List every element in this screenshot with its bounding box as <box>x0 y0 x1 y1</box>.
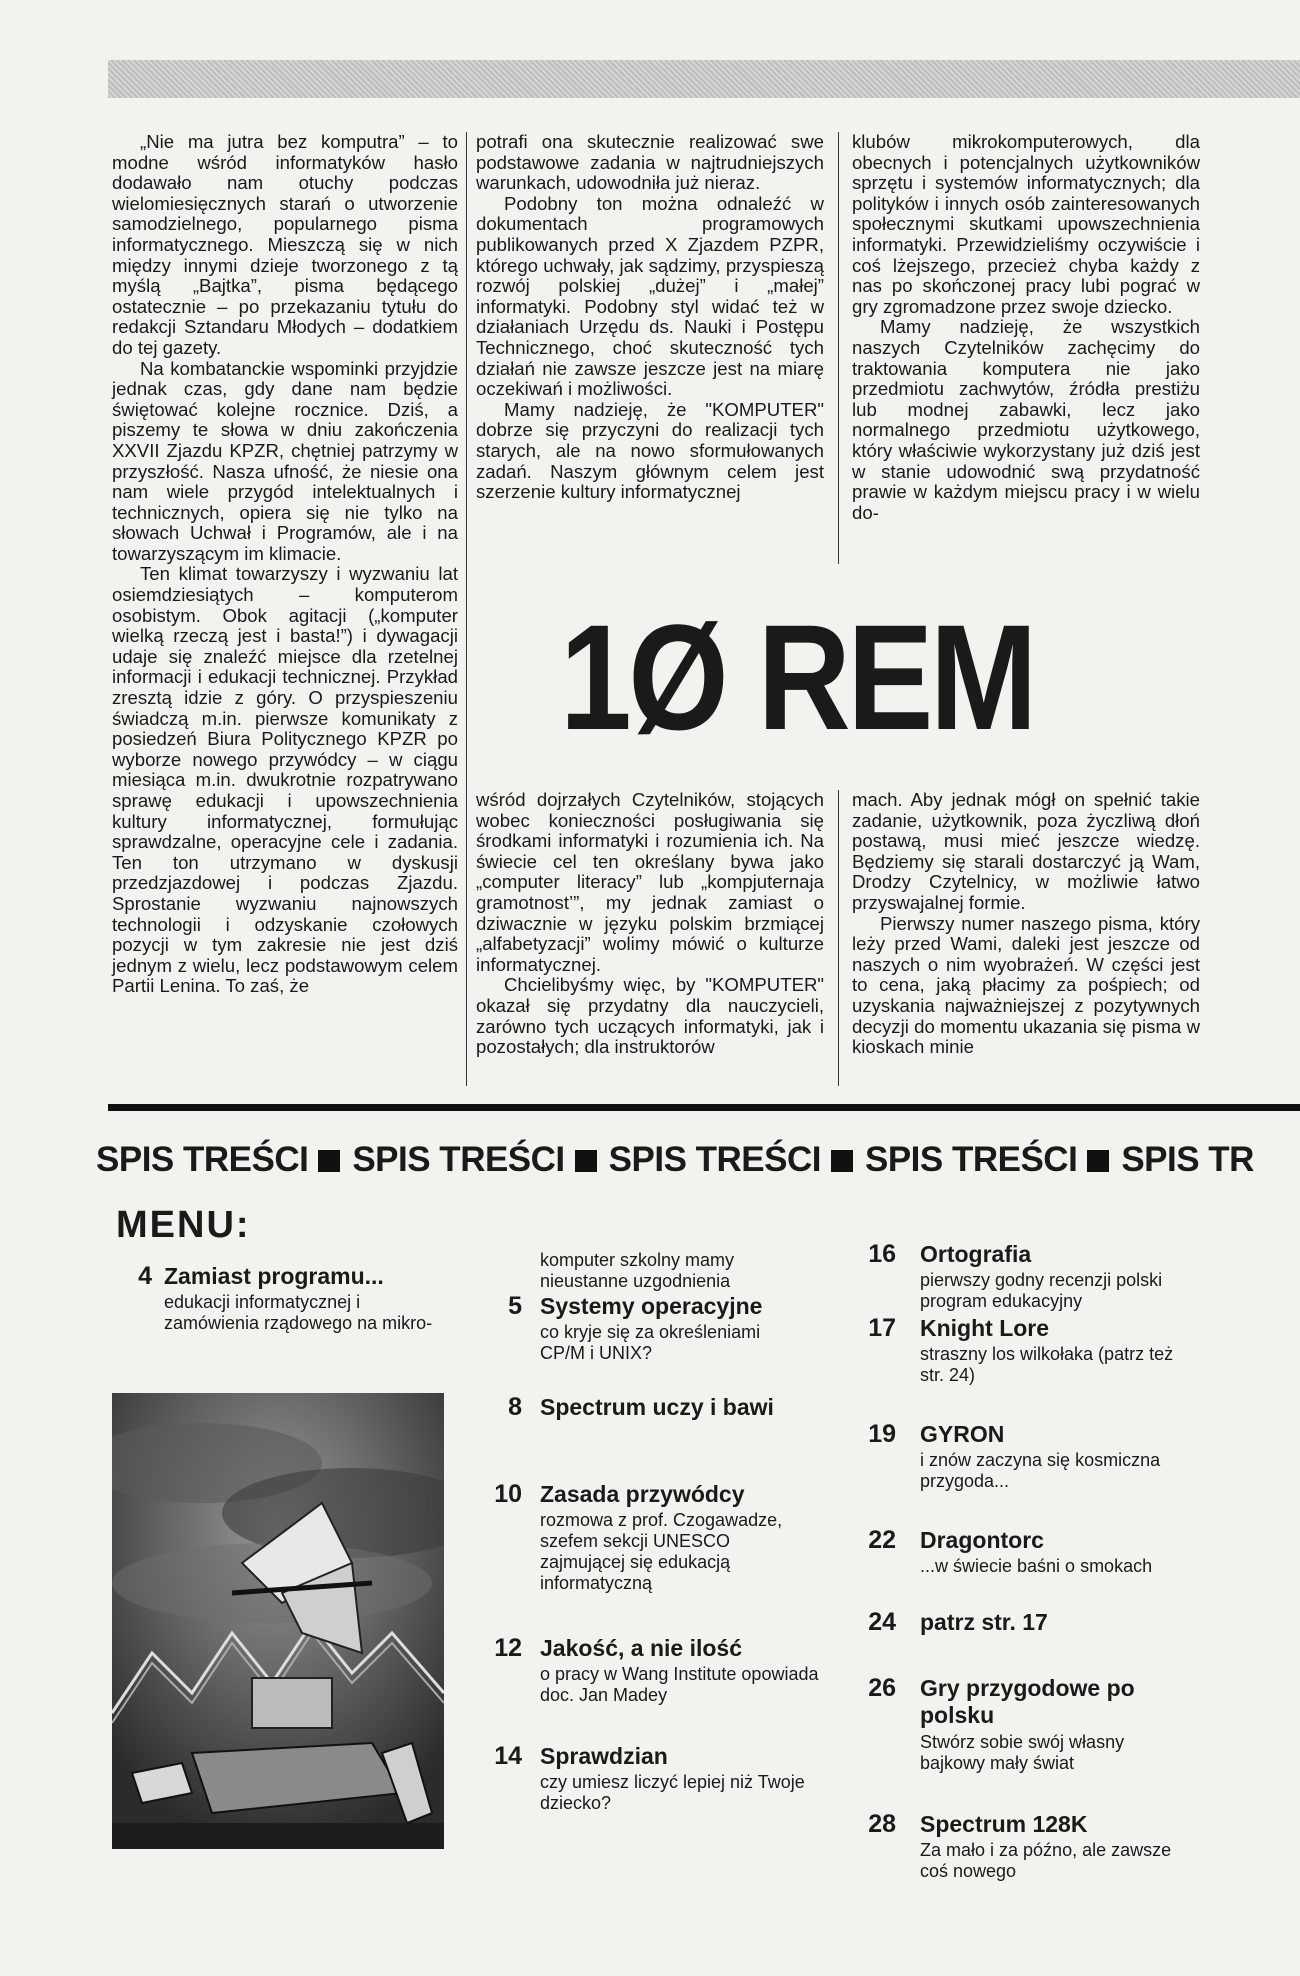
toc-page-number: 26 <box>868 1674 896 1702</box>
article-column-2-bottom <box>476 790 824 1058</box>
toc-entry[interactable] <box>462 1393 822 1453</box>
toc-page-number: 16 <box>868 1240 896 1268</box>
toc-title: Knight Lore <box>920 1315 1050 1341</box>
toc-title: Systemy operacyjne <box>540 1293 763 1319</box>
toc-page-number: 28 <box>868 1810 896 1838</box>
square-bullet-icon <box>1087 1150 1109 1172</box>
toc-banner-text: SPIS TREŚCI <box>608 1140 821 1179</box>
toc-title: Gry przygodowe po polsku <box>920 1675 1135 1728</box>
toc-page-number: 24 <box>868 1608 896 1636</box>
toc-page-number: 4 <box>138 1262 152 1290</box>
paragraph: Podobny ton można odnaleźć w dokumentach programowych publikowanych przed X Zjazdem PZPR, którego uchwały, jak sądzimy, przyspieszą rozwój polskiej „dużej” i „małej” informatyki. Podobny styl widać też w działaniach Urzędu ds. Nauki i Postępu Technicznego, choć skuteczność tych działań nie zawsze jeszcze jest na miarę oczekiwań i możliwości. <box>476 192 824 400</box>
article-column-3-top <box>852 132 1200 523</box>
paragraph: Ten klimat towarzyszy i wyzwaniu lat osiemdziesiątych – komputerom osobistym. Obok agitacji („komputer wielką rzeczą jest i basta!”) i dywagacji udaje się znaleźć miejsce dla rzetelnej informacji i edukacji technicznej. Przykład zresztą idzie z góry. O przyspieszeniu świadczą m.in. pierwsze komunikaty z posiedzeń Biura Politycznego KPZR po wyborze nowego przywódcy – w ciągu miesiąca m.in. dwukrotnie rozpatrywano sprawę edukacji i upowszechnienia kultury informatycznej, formułując sprawdzalne, operacyjne cele i zadania. Ten ton utrzymano w dyskusji przedzjazdowej i podczas Zjazdu. Sprostanie wyzwaniu najnowszych technologii i odzyskanie czołowych pozycji w tym zakresie nie jest dziś jednym z wielu, lecz podstawowym celem Partii Lenina. To zaś, że <box>112 563 458 997</box>
paragraph: mach. Aby jednak mógł on spełnić takie zadanie, użytkownik, poza życzliwą dłoń postawą, musi mieć jeszcze wiedzę. Będziemy się starali dostarczyć ją Wam, Drodzy Czytelnicy, w możliwie łatwo przyswajalnej formie. <box>852 789 1200 913</box>
toc-entry[interactable] <box>836 1240 1196 1320</box>
toc-banner <box>96 1138 1300 1182</box>
toc-entry[interactable] <box>836 1608 1196 1648</box>
toc-entry[interactable] <box>462 1480 822 1593</box>
toc-page-number: 5 <box>508 1292 522 1320</box>
headline-10-rem: 1Ø REM <box>560 593 1034 761</box>
cover-illustration <box>112 1393 444 1849</box>
paragraph: Mamy nadzieję, że "KOMPUTER" dobrze się przyczyni do realizacji tych starych, ale na nowo sformułowanych zadań. Naszym głównym celem jest szerzenie kultury informatycznej <box>476 398 824 503</box>
toc-description: i znów zaczyna się kosmiczna przygoda... <box>920 1450 1161 1491</box>
square-bullet-icon <box>831 1150 853 1172</box>
menu-title: MENU: <box>116 1204 251 1246</box>
toc-page-number: 19 <box>868 1420 896 1448</box>
toc-description: rozmowa z prof. Czogawadze, szefem sekcji UNESCO zajmującej się edukacją informatyczną <box>540 1510 783 1593</box>
toc-entry[interactable] <box>92 1262 452 1362</box>
toc-description: straszny los wilkołaka (patrz też str. 24) <box>920 1344 1174 1385</box>
paragraph: Mamy nadzieję, że wszystkich naszych Czytelników zachęcimy do traktowania komputera nie jako przedmiotu zachwytów, źródła prestiżu lub modnej zabawki, lecz jako normalnego przedmiotu użytkowego, który właściwie wykorzystany już dziś jest w stanie udowodnić swą przydatność prawie w każdym miejscu pracy i w wielu do- <box>852 316 1200 523</box>
toc-description: co kryje się za określeniami CP/M i UNIX? <box>540 1322 761 1363</box>
paragraph: wśród dojrzałych Czytelników, stojących wobec konieczności posługiwania się środkami informatyki i rozumienia ich. Na świecie cel ten określany bywa jako „computer literacy” lub „kompjuternaja gramotnost’”, my jednak zamiast o dziwacznie w języku polskim brzmiącej „alfabetyzacji” wolimy mówić o kulturze informatycznej. <box>476 789 824 975</box>
toc-page-number: 8 <box>508 1393 522 1421</box>
toc-page-number: 10 <box>494 1480 522 1508</box>
square-bullet-icon <box>575 1150 597 1172</box>
toc-description: Stwórz sobie swój własny bajkowy mały świat <box>920 1732 1125 1773</box>
paragraph: Chcielibyśmy więc, by "KOMPUTER" okazał się przydatny dla nauczycieli, zarówno tych uczących informatyki, jak i pozostałych; dla instruktorów <box>476 974 824 1058</box>
toc-page-number: 12 <box>494 1634 522 1662</box>
toc-title: patrz str. 17 <box>920 1609 1048 1635</box>
toc-page-number: 22 <box>868 1526 896 1554</box>
toc-title: Spectrum uczy i bawi <box>540 1394 774 1420</box>
toc-description: ...w świecie baśni o smokach <box>920 1556 1153 1576</box>
toc-title: Zasada przywódcy <box>540 1481 745 1507</box>
toc-banner-text: SPIS TR <box>1121 1140 1254 1179</box>
toc-description: o pracy w Wang Institute opowiada doc. Jan Madey <box>540 1664 819 1705</box>
toc-entry[interactable] <box>836 1314 1196 1394</box>
square-bullet-icon <box>318 1150 340 1172</box>
toc-banner-text: SPIS TREŚCI <box>864 1140 1078 1179</box>
toc-entry[interactable] <box>462 1742 822 1812</box>
toc-entry[interactable] <box>462 1634 822 1704</box>
paragraph: Pierwszy numer naszego pisma, który leży przed Wami, daleki jest jeszcze od naszych o nim wyobrażeń. W części jest to cena, jaką płacimy za pośpiech; od uzyskania najważniejszej z pozytywnych decyzji do momentu ukazania się pisma w kioskach minie <box>852 912 1200 1058</box>
article-column-3-bottom <box>852 790 1200 1058</box>
paragraph: potrafi ona skutecznie realizować swe podstawowe zadania w najtrudniejszych warunkach, udowodniła już nieraz. <box>476 131 824 194</box>
toc-title: Ortografia <box>920 1241 1032 1267</box>
toc-title: Sprawdzian <box>540 1743 668 1769</box>
column-divider <box>838 132 839 564</box>
illustration-graphic <box>112 1393 444 1849</box>
article-column-1 <box>112 132 458 997</box>
toc-description: czy umiesz liczyć lepiej niż Twoje dziecko? <box>540 1772 805 1813</box>
toc-page-number: 14 <box>494 1742 522 1770</box>
toc-title: GYRON <box>920 1421 1005 1447</box>
toc-banner-text: SPIS TREŚCI <box>96 1140 309 1179</box>
toc-description: komputer szkolny mamy nieustanne uzgodnienia <box>540 1250 735 1291</box>
toc-entry[interactable] <box>462 1292 822 1366</box>
column-divider <box>838 790 839 1086</box>
toc-entry[interactable] <box>836 1810 1196 1890</box>
toc-entry[interactable] <box>836 1674 1196 1784</box>
toc-title: Spectrum 128K <box>920 1811 1088 1837</box>
paragraph: „Nie ma jutra bez komputra” – to modne wśród informatyków hasło dodawało nam otuchy podczas wielomiesięcznych starań o utworzenie samodzielnego, popularnego pisma informatycznego. Mieszczą się w nich między innymi dzieje tworzonego z tą myślą „Bajtka”, pisma będącego ostatecznie – po przekazaniu tytułu do redakcji Sztandaru Młodych – dodatkiem do tej gazety. <box>112 131 458 358</box>
paragraph: klubów mikrokomputerowych, dla obecnych i potencjalnych użytkowników sprzętu i systemów informatycznych; dla polityków i innych osób zainteresowanych społecznymi skutkami upowszechnienia informatyki. Przewidzieliśmy oczywiście i coś lżejszego, przecież chyba każdy z nas po skończonej pracy lubi pograć w gry zgromadzone przez swoje dziecko. <box>852 131 1200 317</box>
toc-description: pierwszy godny recenzji polski program edukacyjny <box>920 1270 1163 1311</box>
toc-title: Zamiast programu... <box>164 1263 384 1289</box>
paragraph: Na kombatanckie wspominki przyjdzie jednak czas, gdy dane nam będzie świętować kolejne rocznice. Dziś, a piszemy te słowa w dniu zakończenia XXVII Zjazdu KPZR, chętniej patrzymy w przyszłość. Nasza ufność, że niesie ona nam wiele przygód intelektualnych i technicznych, opiera się nie tylko na słowach Uchwał i Programów, ale i na towarzyszącym im klimacie. <box>112 357 458 564</box>
toc-description: Za mało i za późno, ale zawsze coś nowego <box>920 1840 1172 1881</box>
column-divider <box>466 132 467 1086</box>
toc-description: edukacji informatycznej i zamówienia rządowego na mikro- <box>164 1292 433 1333</box>
toc-page-number: 17 <box>868 1314 896 1342</box>
header-pattern-bar <box>108 60 1300 98</box>
toc-banner-text: SPIS TREŚCI <box>352 1140 565 1179</box>
toc-entry[interactable] <box>836 1420 1196 1500</box>
article-column-2-top <box>476 132 824 503</box>
toc-title: Dragontorc <box>920 1527 1044 1553</box>
section-rule <box>108 1104 1300 1111</box>
toc-title: Jakość, a nie ilość <box>540 1635 743 1661</box>
toc-entry[interactable] <box>836 1526 1196 1586</box>
